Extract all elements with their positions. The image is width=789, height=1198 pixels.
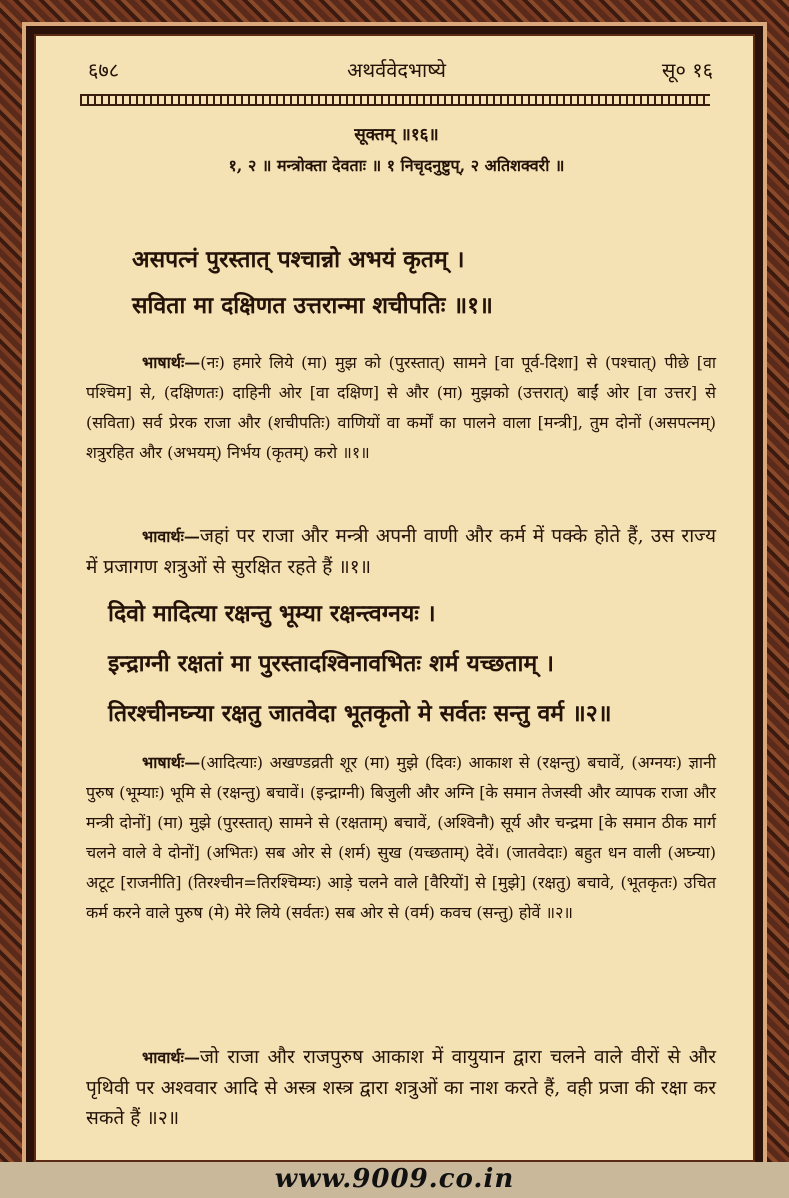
mantra2-line2: इन्द्राग्नी रक्षतां मा पुरस्तादश्विनावभितः शर्म यच्छताम् । — [108, 650, 554, 677]
page-number: ६७८ — [88, 58, 120, 82]
book-title: अथर्ववेदभाष्ये — [347, 58, 446, 82]
mantra1-line1: असपत्नं पुरस्तात् पश्चान्नो अभयं कृतम् । — [132, 246, 465, 273]
sukta-ref: सू० १६ — [661, 58, 713, 82]
page — [34, 34, 755, 1162]
bhavartha1 — [86, 521, 716, 582]
bhashya2 — [86, 748, 716, 928]
sukta-meta: १, २ ॥ मन्त्रोक्ता देवताः ॥ १ निचृदनुष्टुप्, २ अतिशक्वरी ॥ — [228, 156, 565, 175]
bhashya2-text: (आदित्याः) अखण्डव्रती शूर (मा) मुझे (दिवः) आकाश से (रक्षन्तु) बचावें, (अग्नयः) ज्ञानी पुरुष (भूम्याः) भूमि से (रक्षन्तु) बचावें। (इन्द्राग्नी) बिजुली और अग्नि [के समान तेजस्वी और व्यापक राजा और मन्त्री दोनों] (मा) मुझे (पुरस्तात्) सामने से (रक्षताम्) बचावें, (अश्विनौ) सूर्य और चन्द्रमा [के समान ठीक मार्ग चलने वाले वे दोनों] (अभितः) सब ओर से (शर्म) सुख (यच्छताम्) देवें। (जातवेदाः) बहुत धन वाली (अघ्न्या) अटूट [राजनीति] (तिरश्चीन=तिरश्चिम्यः) आड़े चलने वाले [वैरियों] से [मुझे] (रक्षतु) बचावे, (भूतकृतः) उचित कर्म करने वाले पुरुष (मे) मेरे लिये (सर्वतः) सब ओर से (वर्म) कवच (सन्तु) होवें ॥२॥ — [86, 753, 716, 922]
website-watermark: www.9009.co.in — [274, 1164, 515, 1194]
bhavartha2 — [86, 1042, 716, 1133]
bhashya1-text: (नः) हमारे लिये (मा) मुझ को (पुरस्तात्) सामने [वा पूर्व-दिशा] से (पश्चात्) पीछे [वा पश्चिम] से, (दक्षिणतः) दाहिनी ओर [वा दक्षिण] से और (मा) मुझको (उत्तरात्) बाईं ओर [वा उत्तर] से (सविता) सर्व प्रेरक राजा और (शचीपतिः) वाणियों वा कर्मों का पालने वाला [मन्त्री], तुम दोनों (असपत्नम्) शत्रुरहित और (अभयम्) निर्भय (कृतम्) करो ॥१॥ — [86, 353, 716, 462]
mantra2-line1: दिवो मादित्या रक्षन्तु भूम्या रक्षन्त्वग्नयः । — [108, 600, 436, 627]
sukta-title: सूक्तम् ॥१६॥ — [354, 125, 439, 145]
bhashya1-label: भाषार्थः— — [142, 353, 201, 372]
mantra1-line2: सविता मा दक्षिणत उत्तरान्मा शचीपतिः ॥१॥ — [132, 292, 493, 319]
mantra2-line3: तिरश्चीनघ्न्या रक्षतु जातवेदा भूतकृतो मे सर्वतः सन्तु वर्म ॥२॥ — [108, 700, 612, 727]
bhashya1 — [86, 348, 716, 468]
bhavartha2-text: जो राजा और राजपुरुष आकाश में वायुयान द्वारा चलने वाले वीरों से और पृथिवी पर अश्ववार आदि से अस्त्र शस्त्र द्वारा शत्रुओं का नाश करते हैं, वही प्रजा की रक्षा कर सकते हैं ॥२॥ — [86, 1046, 716, 1129]
bhavartha2-label: भावार्थः— — [142, 1048, 200, 1067]
page-header — [36, 48, 757, 82]
bhashya2-label: भाषार्थः— — [142, 753, 201, 772]
header-divider — [80, 94, 710, 106]
bhavartha1-label: भावार्थः— — [142, 527, 200, 546]
bhavartha1-text: जहां पर राजा और मन्त्री अपनी वाणी और कर्म में पक्के होते हैं, उस राज्य में प्रजागण शत्रुओं से सुरक्षित रहते हैं ॥१॥ — [86, 525, 716, 578]
